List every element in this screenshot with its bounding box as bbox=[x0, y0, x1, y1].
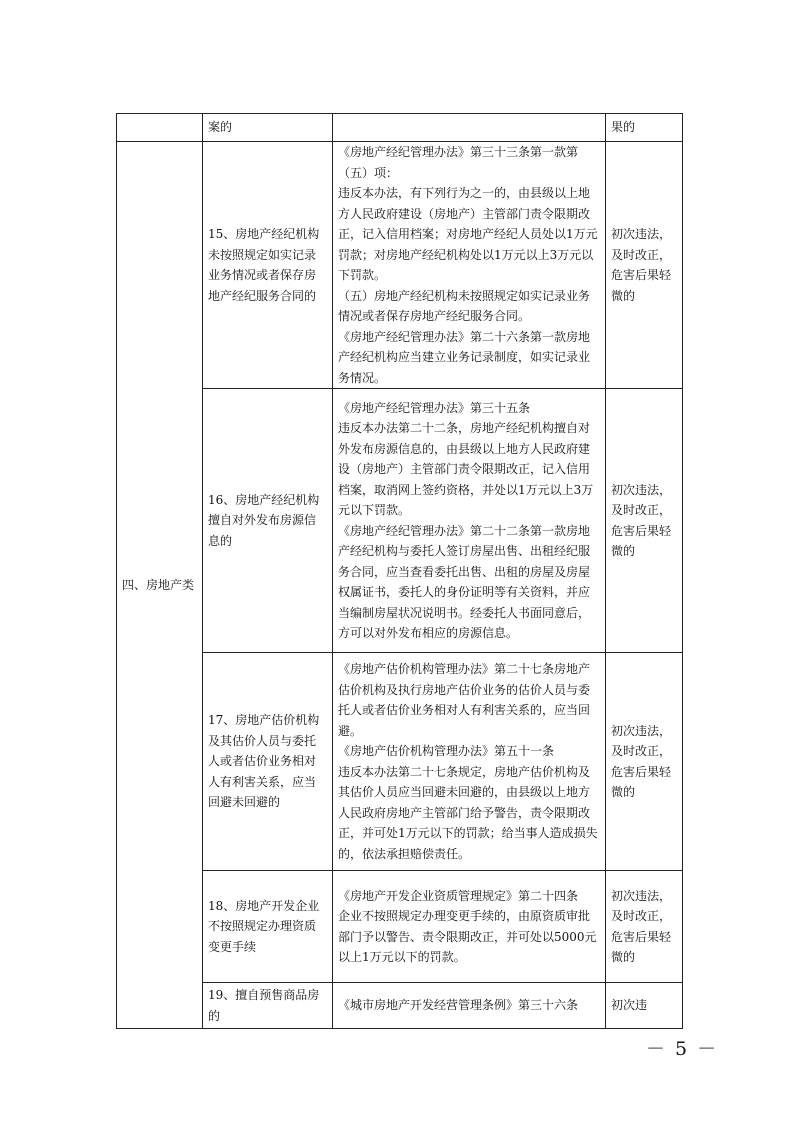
basis-paragraph: 《房地产经纪管理办法》第三十五条 bbox=[338, 400, 531, 415]
basis-paragraph: 《房地产估价机构管理办法》第五十一条 bbox=[338, 744, 555, 758]
condition-cell: 初次违法，及时改正，危害后果轻微的 bbox=[606, 142, 683, 389]
condition-cell: 初次违法，及时改正，危害后果轻微的 bbox=[606, 389, 683, 653]
page-number: － 5 － bbox=[646, 1038, 719, 1060]
basis-paragraph: 违反本办法第二十七条规定，房地产估价机构及其估价人员应当回避未回避的，由县级以上地方人民政府房地产主管部门给予警告，责令限期改正，并可处1万元以下的罚款；给当事人造成损失的，依法承担赔偿责任。 bbox=[338, 764, 598, 861]
basis-paragraph: 《房地产开发企业资质管理规定》第二十四条 bbox=[338, 888, 579, 903]
item-cell: 18、房地产开发企业不按照规定办理资质变更手续 bbox=[203, 871, 333, 983]
basis-paragraph: 《房地产经纪管理办法》第三十三条第一款第（五）项： bbox=[338, 145, 579, 180]
basis-paragraph: 《房地产经纪管理办法》第二十六条第一款房地产经纪机构应当建立业务记录制度，如实记录业务情况。 bbox=[338, 329, 591, 385]
item-cell: 19、擅自预售商品房的 bbox=[203, 983, 333, 1029]
condition-cell: 初次违法，及时改正，危害后果轻微的 bbox=[606, 653, 683, 871]
basis-paragraph: 违反本办法第二十二条，房地产经纪机构擅自对外发布房源信息的，由县级以上地方人民政府建设（房地产）主管部门责令限期改正，记入信用档案，取消网上签约资格，并处以1万元以上3万元以下罚款。 bbox=[338, 421, 594, 517]
basis-cell bbox=[333, 142, 606, 389]
item-cell: 17、房地产估价机构及其估价人员与委托人或者估价业务相对人有利害关系，应当回避未回避的 bbox=[203, 653, 333, 871]
basis-cell bbox=[333, 871, 606, 983]
basis-cell bbox=[333, 653, 606, 871]
header-cell-3 bbox=[333, 114, 606, 142]
basis-cell bbox=[333, 983, 606, 1029]
category-cell: 四、房地产类 bbox=[117, 142, 203, 1029]
basis-paragraph: 《房地产经纪管理办法》第二十二条第一款房地产经纪机构与委托人签订房屋出售、出租经纪服务合同，应当查看委托出售、出租的房屋及房屋权属证书，委托人的身份证明等有关资料，并应当编制房屋状况说明书。经委托人书面同意后，方可以对外发布相应的房源信息。 bbox=[338, 523, 591, 640]
basis-paragraph: 违反本办法，有下列行为之一的，由县级以上地方人民政府建设（房地产）主管部门责令限期改正，记入信用档案；对房地产经纪人员处以1万元罚款；对房地产经纪机构处以1万元以上3万元以下罚款。 bbox=[338, 186, 598, 282]
item-cell: 16、房地产经纪机构擅自对外发布房源信息的 bbox=[203, 389, 333, 653]
header-cell-4: 果的 bbox=[606, 114, 683, 142]
table-header-row bbox=[117, 114, 683, 142]
penalty-table bbox=[116, 113, 683, 1029]
basis-paragraph: 《城市房地产开发经营管理条例》第三十六条 bbox=[338, 998, 579, 1013]
condition-cell: 初次违法，及时改正，危害后果轻微的 bbox=[606, 871, 683, 983]
condition-cell: 初次违 bbox=[606, 983, 683, 1029]
basis-paragraph: 企业不按照规定办理变更手续的，由原资质审批部门予以警告、责令限期改正，并可处以5000元以上1万元以下的罚款。 bbox=[338, 909, 597, 964]
basis-cell bbox=[333, 389, 606, 653]
header-cell-2: 案的 bbox=[203, 114, 333, 142]
table-row bbox=[117, 142, 683, 389]
header-cell-1 bbox=[117, 114, 203, 142]
item-cell: 15、房地产经纪机构未按照规定如实记录业务情况或者保存房地产经纪服务合同的 bbox=[203, 142, 333, 389]
basis-paragraph: 《房地产估价机构管理办法》第二十七条房地产估价机构及执行房地产估价业务的估价人员与委托人或者估价业务相对人有利害关系的，应当回避。 bbox=[338, 662, 591, 738]
basis-paragraph: （五）房地产经纪机构未按照规定如实记录业务情况或者保存房地产经纪服务合同。 bbox=[338, 288, 591, 323]
